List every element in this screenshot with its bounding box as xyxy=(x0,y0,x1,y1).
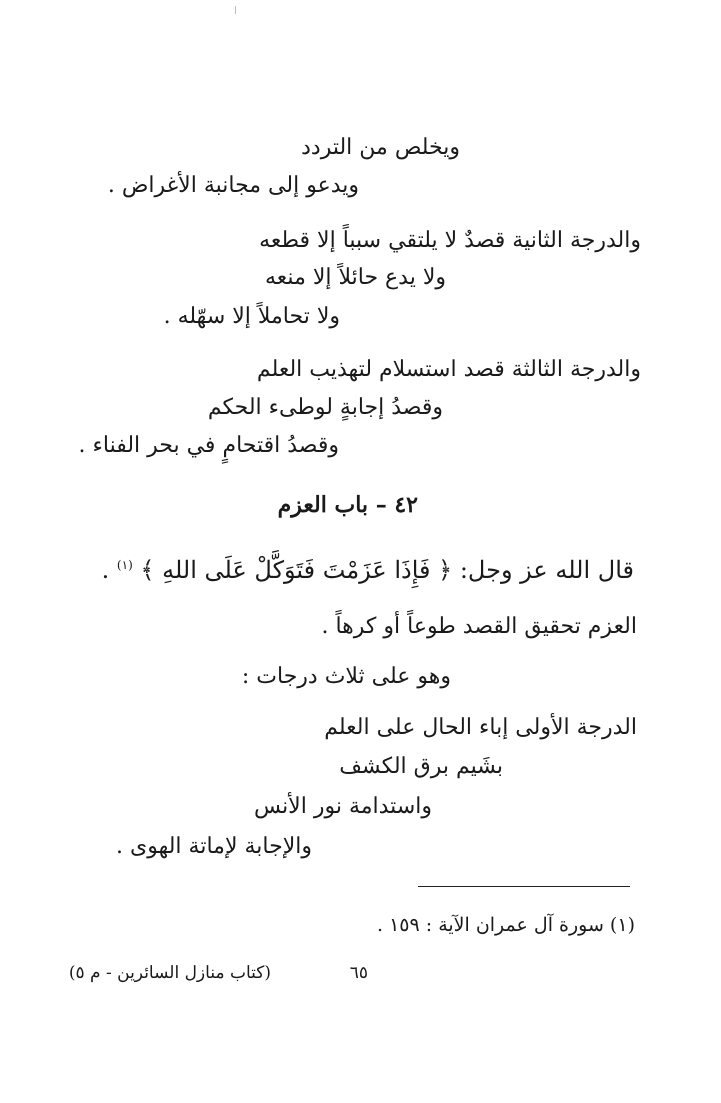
page-number: ٦٥ xyxy=(349,963,368,983)
verse-intro: قال الله عز وجل: xyxy=(459,556,634,584)
body-line-6: والإجابة لإماتة الهوى . xyxy=(116,834,312,859)
scan-mark xyxy=(235,6,236,14)
book-label: (كتاب منازل السائرين - م ٥) xyxy=(68,963,271,983)
body-line-4: بشَيم برق الكشف xyxy=(339,754,503,779)
quran-verse-line xyxy=(102,550,634,585)
verse-end: . xyxy=(101,556,110,584)
body-line-3: الدرجة الأولى إباء الحال على العلم xyxy=(324,715,637,740)
text-line-5: ولا تحاملاً إلا سهّله . xyxy=(163,304,340,329)
chapter-heading: ٤٢ – باب العزم xyxy=(277,492,418,518)
footnote: (١) سورة آل عمران الآية : ١٥٩ . xyxy=(377,914,635,936)
text-line-7: وقصدُ إجابةٍ لوطىء الحكم xyxy=(207,395,443,420)
text-line-4: ولا يدع حائلاً إلا منعه xyxy=(265,265,446,290)
text-line-6: والدرجة الثالثة قصد استسلام لتهذيب العلم xyxy=(256,357,641,382)
text-line-8: وقصدُ اقتحامٍ في بحر الفناء . xyxy=(78,433,339,458)
text-line-1: ويخلص من التردد xyxy=(301,135,460,160)
footnote-separator xyxy=(418,886,630,887)
body-line-2: وهو على ثلاث درجات : xyxy=(241,664,451,689)
body-line-1: العزم تحقيق القصد طوعاً أو كرهاً . xyxy=(321,614,637,639)
body-line-5: واستدامة نور الأنس xyxy=(254,794,432,819)
verse-text: ﴿ فَإِذَا عَزَمْتَ فَتَوَكَّلْ عَلَى اللهِ ﴾ xyxy=(140,556,453,584)
footnote-ref: (١) xyxy=(116,558,133,572)
text-line-3: والدرجة الثانية قصدٌ لا يلتقي سبباً إلا قطعه xyxy=(259,228,641,253)
text-line-2: ويدعو إلى مجانبة الأغراض . xyxy=(107,173,359,198)
